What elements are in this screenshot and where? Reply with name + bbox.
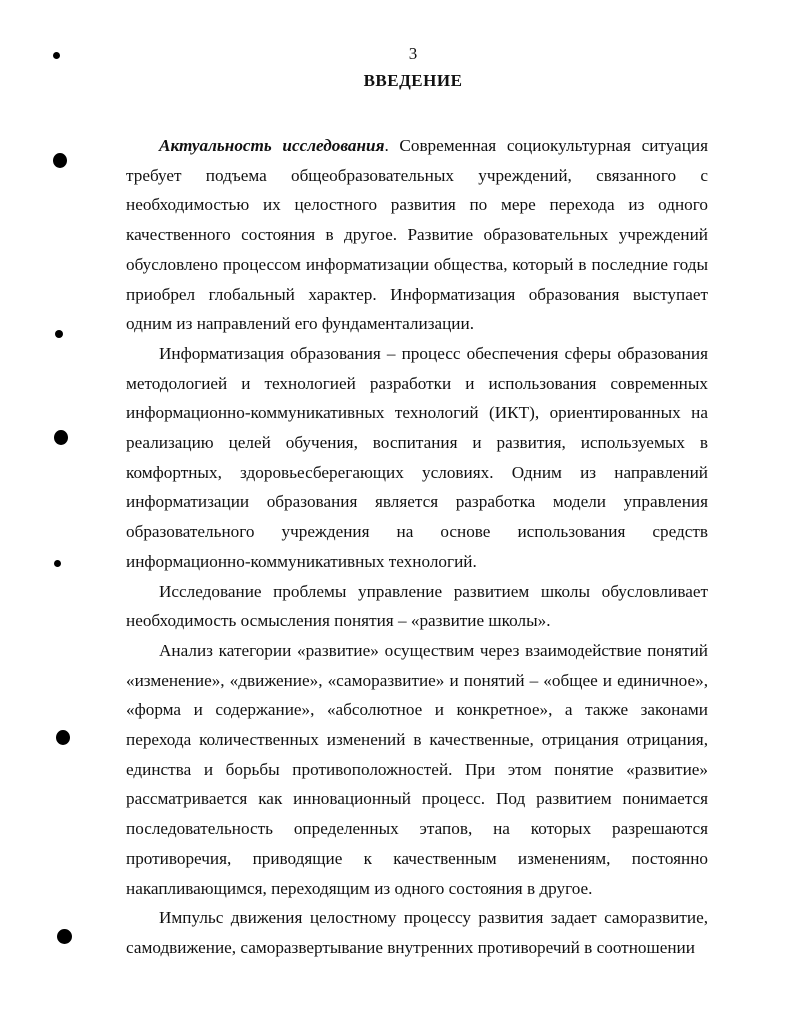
punch-hole-mark	[54, 560, 61, 567]
punch-hole-mark	[53, 153, 67, 168]
paragraph-relevance	[126, 131, 708, 339]
section-heading: ВВЕДЕНИЕ	[363, 71, 463, 90]
paragraph-development-analysis: Анализ категории «развитие» осуществим через взаимодействие понятий «изменение», «движение», «саморазвитие» и понятий – «общее и единичное», «форма и содержание», «абсолютное и конкретное», а также законами перехода количественных изменений в качественные, отрицания отрицания, единства и борьбы противоположностей. При этом понятие «развитие» рассматривается как инновационный процесс. Под развитием понимается последовательность определенных этапов, на которых разрешаются противоречия, приводящие к качественным изменениям, постоянно накапливающимся, переходящим из одного состояния в другое.	[126, 640, 708, 898]
paragraph-impulse: Импульс движения целостному процессу развития задает саморазвитие, самодвижение, саморазвертывание внутренних противоречий в соотношении	[126, 908, 708, 957]
paragraph-informatization: Информатизация образования – процесс обеспечения сферы образования методологией и технологией разработки и использования современных информационно-коммуникативных технологий (ИКТ), ориентированных на реализацию целей обучения, воспитания и развития, используемых в комфортных, здоровьесберегающих условиях. Одним из направлений информатизации образования является разработка модели управления образовательного учреждения на основе использования средств информационно-коммуникативных технологий.	[126, 343, 708, 571]
punch-hole-mark	[56, 730, 70, 745]
punch-hole-mark	[57, 929, 72, 944]
punch-hole-mark	[54, 430, 68, 445]
body-text	[126, 131, 708, 963]
relevance-text: . Современная социокультурная ситуация требует подъема общеобразовательных учреждений, связанного с необходимостью их целостного развития по мере перехода из одного качественного состояния в другое. Развитие образовательных учреждений обусловлено процессом информатизации общества, который в последние годы приобрел глобальный характер. Информатизация образования выступает одним из направлений его фундаментализации.	[126, 136, 708, 334]
paragraph-school-development: Исследование проблемы управление развитием школы обусловливает необходимость осмысления понятия – «развитие школы».	[126, 581, 708, 631]
relevance-lead: Актуальность исследования	[159, 136, 385, 155]
punch-hole-mark	[55, 330, 63, 338]
page-number: 3	[408, 44, 418, 63]
